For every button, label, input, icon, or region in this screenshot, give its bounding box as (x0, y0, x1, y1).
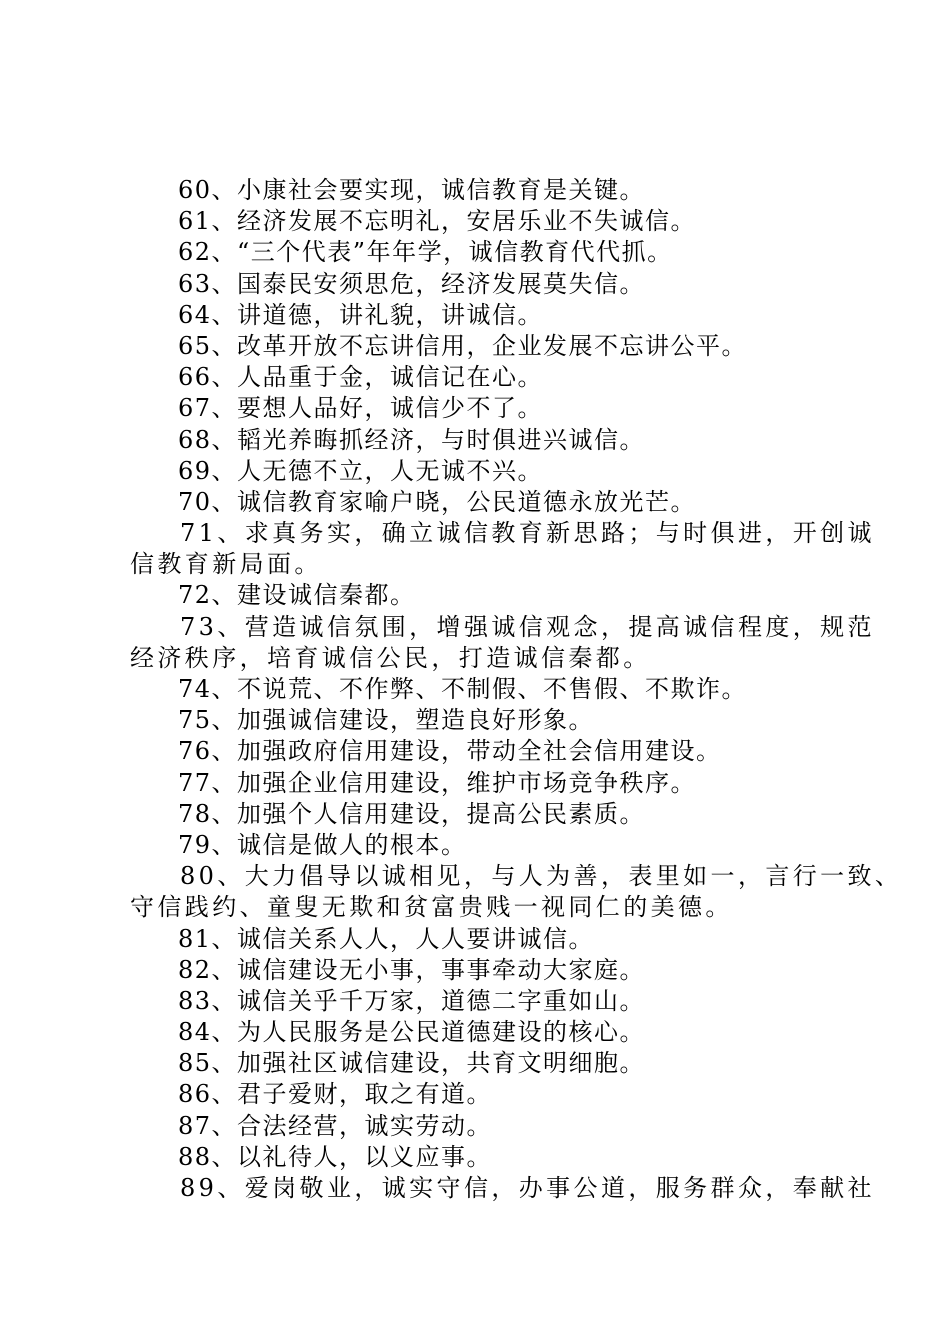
slogan-line: 81、诚信关系人人，人人要讲诚信。 (178, 924, 595, 953)
slogan-line: 82、诚信建设无小事，事事牵动大家庭。 (178, 955, 646, 984)
slogan-line: 88、以礼待人，以义应事。 (178, 1142, 493, 1171)
slogan-line: 62、“三个代表”年年学，诚信教育代代抓。 (178, 238, 673, 267)
slogan-line: 65、改革开放不忘讲信用，企业发展不忘讲公平。 (178, 331, 748, 360)
slogan-line: 78、加强个人信用建设，提高公民素质。 (178, 799, 646, 828)
slogan-line: 64、讲道德，讲礼貌，讲诚信。 (178, 300, 544, 329)
slogan-line: 87、合法经营，诚实劳动。 (178, 1111, 493, 1140)
slogan-line: 67、要想人品好，诚信少不了。 (178, 394, 544, 423)
slogan-line: 71、求真务实，确立诚信教育新思路；与时俱进，开创诚 (180, 519, 875, 548)
slogan-line-continuation: 经济秩序，培育诚信公民，打造诚信秦都。 (130, 643, 651, 672)
slogan-line: 73、营造诚信氛围，增强诚信观念，提高诚信程度，规范 (180, 612, 875, 641)
slogan-line: 72、建设诚信秦都。 (178, 581, 416, 610)
slogan-line: 70、诚信教育家喻户晓，公民道德永放光芒。 (178, 487, 697, 516)
slogan-line: 83、诚信关乎千万家，道德二字重如山。 (178, 986, 646, 1015)
slogan-line: 60、小康社会要实现，诚信教育是关键。 (178, 176, 646, 204)
slogan-line-continuation: 守信践约、童叟无欺和贫富贵贱一视同仁的美德。 (130, 893, 733, 922)
slogan-line: 85、加强社区诚信建设，共育文明细胞。 (178, 1049, 646, 1078)
slogan-line: 75、加强诚信建设，塑造良好形象。 (178, 706, 595, 735)
slogan-line: 77、加强企业信用建设，维护市场竞争秩序。 (178, 768, 697, 797)
slogan-line: 68、韬光养晦抓经济，与时俱进兴诚信。 (178, 425, 646, 454)
slogan-line: 76、加强政府信用建设，带动全社会信用建设。 (178, 737, 722, 766)
slogan-line: 74、不说荒、不作弊、不制假、不售假、不欺诈。 (178, 675, 748, 703)
slogan-line: 80、大力倡导以诚相见，与人为善，表里如一，言行一致、 (180, 862, 903, 891)
slogan-line: 66、人品重于金，诚信记在心。 (178, 363, 544, 392)
slogan-list (130, 175, 903, 1204)
slogan-line: 84、为人民服务是公民道德建设的核心。 (178, 1018, 646, 1047)
slogan-line: 61、经济发展不忘明礼，安居乐业不失诚信。 (178, 207, 697, 236)
slogan-line-continuation: 信教育新局面。 (130, 550, 322, 579)
slogan-line: 89、爱岗敬业，诚实守信，办事公道，服务群众，奉献社 (180, 1174, 875, 1202)
slogan-line: 86、君子爱财，取之有道。 (178, 1080, 493, 1109)
slogan-line: 69、人无德不立，人无诚不兴。 (178, 456, 544, 485)
slogan-line: 79、诚信是做人的根本。 (178, 830, 467, 859)
slogan-line: 63、国泰民安须思危，经济发展莫失信。 (178, 269, 646, 298)
